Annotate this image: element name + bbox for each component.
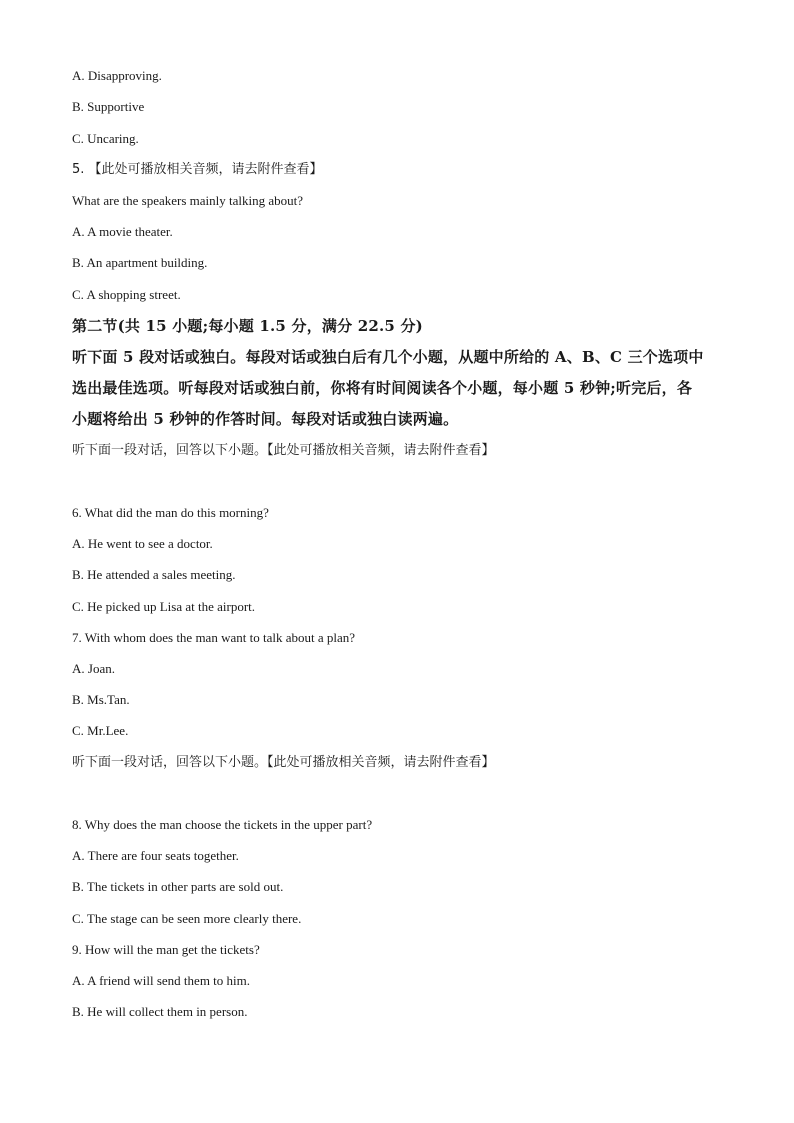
q4-option-c: C. Uncaring.: [72, 131, 139, 146]
q7-option-c: C. Mr.Lee.: [72, 723, 129, 738]
section2-instructions-line3: 小题将给出 5 秒钟的作答时间。每段对话或独白读两遍。: [72, 410, 459, 428]
dialog2-note: 听下面一段对话，回答以下小题。【此处可播放相关音频，请去附件查看】: [72, 755, 495, 770]
q8-option-b: B. The tickets in other parts are sold out.: [72, 879, 284, 894]
q9-option-a: A. A friend will send them to him.: [72, 973, 251, 988]
q8-option-c: C. The stage can be seen more clearly there.: [72, 911, 302, 926]
q5-option-a: A. A movie theater.: [72, 224, 173, 239]
q8-question: 8. Why does the man choose the tickets in the upper part?: [72, 817, 373, 832]
q9-option-b: B. He will collect them in person.: [72, 1004, 248, 1019]
q5-question: What are the speakers mainly talking about?: [72, 193, 304, 208]
q6-option-b: B. He attended a sales meeting.: [72, 567, 236, 582]
q6-option-c: C. He picked up Lisa at the airport.: [72, 599, 256, 614]
section2-instructions-line2: 选出最佳选项。听每段对话或独白前，你将有时间阅读各个小题，每小题 5 秒钟;听完后，各: [72, 379, 693, 397]
section2-instructions-line1: 听下面 5 段对话或独白。每段对话或独白后有几个小题，从题中所给的 A、B、C 三个选项中: [72, 348, 704, 366]
section2-title: 第二节(共 15 小题;每小题 1.5 分，满分 22.5 分): [72, 317, 423, 335]
q9-question: 9. How will the man get the tickets?: [72, 942, 260, 957]
q6-option-a: A. He went to see a doctor.: [72, 536, 213, 551]
dialog1-note: 听下面一段对话，回答以下小题。【此处可播放相关音频，请去附件查看】: [72, 443, 495, 458]
q8-option-a: A. There are four seats together.: [72, 848, 239, 863]
q7-question: 7. With whom does the man want to talk about a plan?: [72, 630, 356, 645]
q5-option-b: B. An apartment building.: [72, 255, 208, 270]
q7-option-a: A. Joan.: [72, 661, 115, 676]
q4-option-a: A. Disapproving.: [72, 68, 162, 83]
q6-question: 6. What did the man do this morning?: [72, 505, 269, 520]
q4-option-b: B. Supportive: [72, 99, 145, 114]
q7-option-b: B. Ms.Tan.: [72, 692, 130, 707]
q5-option-c: C. A shopping street.: [72, 287, 181, 302]
q5-audio-note: 5. 【此处可播放相关音频，请去附件查看】: [72, 162, 323, 177]
